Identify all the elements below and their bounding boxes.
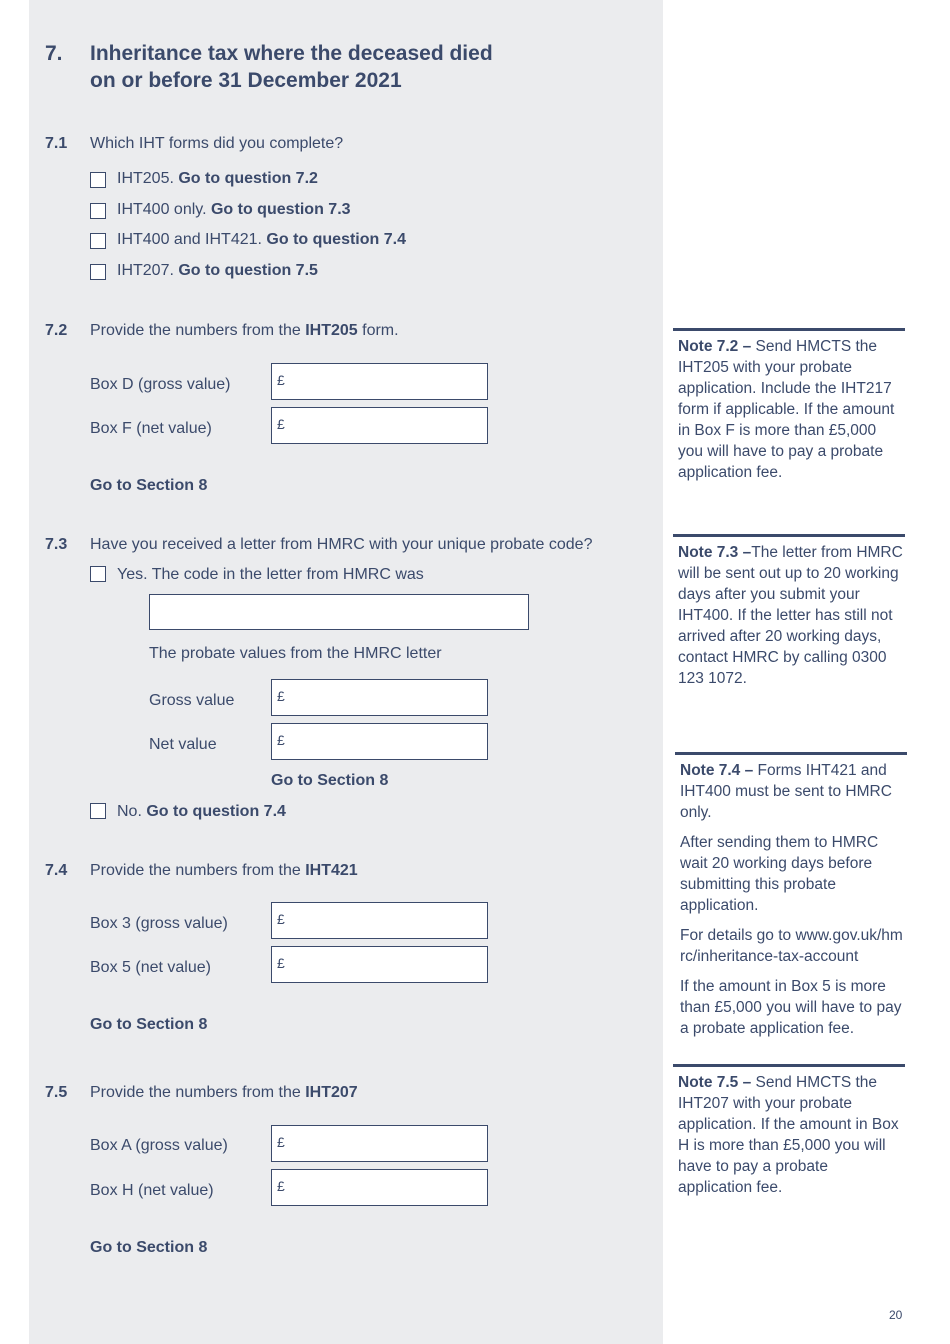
page-number: 20 <box>889 1308 903 1322</box>
box-h-net-field[interactable] <box>271 1169 488 1206</box>
question-text: Which IHT forms did you complete? <box>90 135 344 152</box>
option-yes: Yes. The code in the letter from HMRC was <box>117 566 424 583</box>
currency-symbol: £ <box>277 732 285 748</box>
question-text: Provide the numbers from the IHT421 <box>90 862 358 879</box>
question-number: 7.5 <box>45 1084 68 1101</box>
box-d-gross-field[interactable] <box>271 363 488 400</box>
net-value-field[interactable] <box>271 723 488 760</box>
field-label-box-d: Box D (gross value) <box>90 376 231 393</box>
section-number: 7. <box>45 42 63 65</box>
option-iht207: IHT207. Go to question 7.5 <box>117 262 318 279</box>
currency-symbol: £ <box>277 955 285 971</box>
question-text: Provide the numbers from the IHT207 <box>90 1084 358 1101</box>
note-7-4: Note 7.4 – Forms IHT421 and IHT400 must be sent to HMRC only. After sending them to HMRC wait 20 working days before submitting this probate application. For details go to www.gov.uk/hmrc/inheritance-tax-account If the amount in Box 5 is more than £5,000 you will have to pay a probate application fee. <box>675 752 907 1048</box>
option-iht400-only: IHT400 only. Go to question 7.3 <box>117 201 351 218</box>
box-3-gross-field[interactable] <box>271 902 488 939</box>
field-label-gross: Gross value <box>149 692 235 709</box>
field-label-box-a: Box A (gross value) <box>90 1137 228 1154</box>
box-5-net-field[interactable] <box>271 946 488 983</box>
field-label-box-3: Box 3 (gross value) <box>90 915 228 932</box>
note-7-3: Note 7.3 –The letter from HMRC will be sent out up to 20 working days after you submit your IHT400. If the letter has still not arrived after 20 working days, contact HMRC by calling 0300 123 1072. <box>673 534 905 698</box>
question-text: Provide the numbers from the IHT205 form. <box>90 322 399 339</box>
goto-section-8: Go to Section 8 <box>90 1239 208 1256</box>
field-label-net: Net value <box>149 736 217 753</box>
note-7-5: Note 7.5 – Send HMCTS the IHT207 with your probate application. If the amount in Box H is more than £5,000 you will have to pay a probate application fee. <box>673 1064 905 1207</box>
probate-code-field[interactable] <box>149 594 529 630</box>
checkbox-iht207[interactable] <box>90 264 106 280</box>
question-number: 7.2 <box>45 322 68 339</box>
checkbox-no[interactable] <box>90 803 106 819</box>
note-7-2: Note 7.2 – Send HMCTS the IHT205 with your probate application. Include the IHT217 form if applicable. If the amount in Box F is more than £5,000 you will have to pay a probate application fee. <box>673 328 905 492</box>
note-link: For details go to www.gov.uk/hmrc/inheritance-tax-account <box>680 927 903 965</box>
section-title-line1: Inheritance tax where the deceased died <box>90 42 493 65</box>
checkbox-iht400-iht421[interactable] <box>90 233 106 249</box>
note-title: Note 7.5 – <box>678 1074 752 1091</box>
option-iht205: IHT205. Go to question 7.2 <box>117 170 318 187</box>
currency-symbol: £ <box>277 911 285 927</box>
gross-value-field[interactable] <box>271 679 488 716</box>
field-label-box-h: Box H (net value) <box>90 1182 214 1199</box>
goto-section-8: Go to Section 8 <box>90 477 208 494</box>
field-label-box-f: Box F (net value) <box>90 420 212 437</box>
question-number: 7.3 <box>45 536 68 553</box>
question-number: 7.1 <box>45 135 68 152</box>
currency-symbol: £ <box>277 688 285 704</box>
note-title: Note 7.4 – <box>680 762 754 779</box>
checkbox-yes[interactable] <box>90 566 106 582</box>
checkbox-iht400-only[interactable] <box>90 203 106 219</box>
goto-section-8: Go to Section 8 <box>271 772 389 789</box>
probate-values-label: The probate values from the HMRC letter <box>149 645 442 662</box>
note-title: Note 7.3 – <box>678 544 752 561</box>
option-no: No. Go to question 7.4 <box>117 803 286 820</box>
goto-section-8: Go to Section 8 <box>90 1016 208 1033</box>
note-title: Note 7.2 – <box>678 338 752 355</box>
currency-symbol: £ <box>277 416 285 432</box>
box-a-gross-field[interactable] <box>271 1125 488 1162</box>
option-iht400-iht421: IHT400 and IHT421. Go to question 7.4 <box>117 231 406 248</box>
question-number: 7.4 <box>45 862 68 879</box>
currency-symbol: £ <box>277 1178 285 1194</box>
currency-symbol: £ <box>277 1134 285 1150</box>
section-title-line2: on or before 31 December 2021 <box>90 69 402 92</box>
box-f-net-field[interactable] <box>271 407 488 444</box>
checkbox-iht205[interactable] <box>90 172 106 188</box>
currency-symbol: £ <box>277 372 285 388</box>
field-label-box-5: Box 5 (net value) <box>90 959 211 976</box>
question-text: Have you received a letter from HMRC with your unique probate code? <box>90 536 593 553</box>
